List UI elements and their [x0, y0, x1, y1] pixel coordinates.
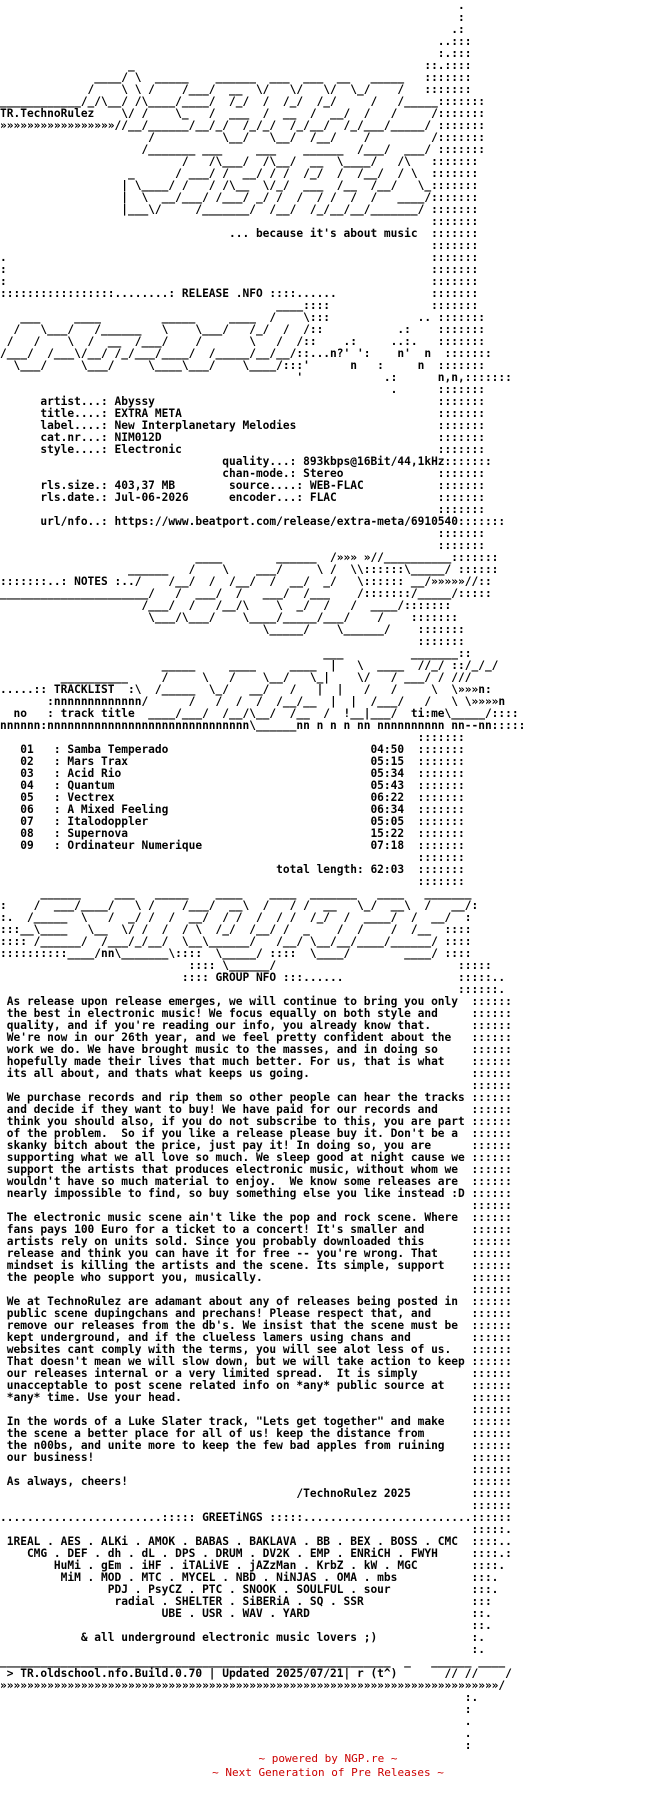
nfo-line: ::::::	[0, 1403, 512, 1416]
nfo-line: its all about, and thats what keeps us going. ::::::	[0, 1067, 512, 1080]
nfo-line: That doesn't mean we will slow down, but we will take action to keep ::::::	[0, 1355, 512, 1368]
nfo-line: style....: Electronic :::::::	[0, 443, 485, 456]
nfo-line: | \ __/___/ /___/ _/ / / / / / / ____/:::::::	[0, 191, 479, 204]
nfo-line: 03 : Acid Rio 05:34 :::::::	[0, 767, 465, 780]
nfo-line: :::::::	[0, 215, 479, 228]
nfo-line: /_______ ___ ___ ______ /___/ ___/ :::::::	[0, 143, 485, 156]
nfo-line: quality, and if you're reading our info, you already know that. ::::::	[0, 1019, 512, 1032]
nfo-line: : / ___/____/ \ / /___/ __\ / / / __ \_/ __\ / __/:	[0, 899, 479, 912]
nfo-line: ::::::	[0, 1283, 512, 1296]
nfo-line: \___/ \___/ \____\___/ \____/:::' n : n :::::::	[0, 359, 485, 372]
nfo-line: artist...: Abyssy :::::::	[0, 395, 485, 408]
nfo-line: | \____/ / / /\__ \/_/ ___ /__ /__/ \_:::::::	[0, 179, 479, 192]
nfo-line: & all underground electronic music lovers ;) :.	[0, 1631, 485, 1644]
nfo-line: The electronic music scene ain't like the pop and rock scene. Where ::::::	[0, 1211, 512, 1224]
nfo-line: ___ _______::	[0, 647, 472, 660]
nfo-line: ::::::	[0, 1499, 512, 1512]
nfo-line: fans pays 100 Euro for a ticket to a concert! It's smaller and ::::::	[0, 1223, 512, 1236]
nfo-line: PDJ . PsyCZ . PTC . SNOOK . SOULFUL . sour :::.	[0, 1583, 499, 1596]
nfo-line: As release upon release emerges, we will continue to bring you only ::::::	[0, 995, 512, 1008]
nfo-line: / /\___/ /\__/ __ \____/ /\ :::::::	[0, 155, 479, 168]
nfo-line: |___\/ /_______/ /__/ /_/__/__/_______/ :::::::	[0, 203, 479, 216]
nfo-line: As always, cheers! ::::::	[0, 1475, 512, 1488]
nfo-line: and decide if they want to buy! We have paid for our records and ::::::	[0, 1103, 512, 1116]
nfo-line: »»»»»»»»»»»»»»»»»»»»»»»»»»»»»»»»»»»»»»»»»»»»»»»»»»»»»»»»»»»»»»»»»»»»»»»»»»/	[0, 1679, 506, 1692]
nfo-line: *any* time. Use your head. ::::::	[0, 1391, 512, 1404]
nfo-line: :::::::	[0, 875, 465, 888]
footer-tagline: ~ Next Generation of Pre Releases ~	[212, 1766, 444, 1779]
nfo-line: / \___/ /______ \ \___/ /_/ / /:: .: :::::::	[0, 323, 485, 336]
nfo-line: .:	[0, 23, 465, 36]
nfo-line: > TR.oldschool.nfo.Build.0.70 | Updated 2025/07/21| r (t^) // // /	[0, 1667, 512, 1680]
nfo-line: ::::::::::____/nn\_______\:::: \_____/ :::: \____/ ____/ ::::	[0, 947, 472, 960]
nfo-line: :	[0, 11, 465, 24]
nfo-line: kept underground, and if the clueless lamers using chans and ::::::	[0, 1331, 512, 1344]
nfo-line: ::::::	[0, 1463, 512, 1476]
nfo-line: artists rely on units sold. Since you probably downloaded this ::::::	[0, 1235, 512, 1248]
nfo-line: __________ / \ / \__/ \_| \/ / ___/ / ///	[0, 671, 472, 684]
nfo-line: .	[0, 1715, 472, 1728]
nfo-line: :::::::	[0, 539, 485, 552]
nfo-line: 06 : A Mixed Feeling 06:34 :::::::	[0, 803, 465, 816]
nfo-line: ____/ \ _____ ______ ___ ___ __ _____ :::::::	[0, 71, 472, 84]
nfo-line: __________________________________________________________ _ ______ ____	[0, 1655, 506, 1668]
nfo-line: _____ ____ ____ | \ ____ //_/ ::/_/_/	[0, 659, 499, 672]
nfo-line: ........................::::: GREETiNGS :::::.........................::::::	[0, 1511, 512, 1524]
nfo-line: remove our releases from the db's. We insist that the scene must be ::::::	[0, 1319, 512, 1332]
nfo-line: chan-mode.: Stereo :::::::	[0, 467, 485, 480]
nfo-line: ______ ___ _____ ____ ____ _______ ____ _______	[0, 887, 472, 900]
nfo-line: :::: \______/ :::::	[0, 959, 492, 972]
nfo-line: ::.	[0, 1619, 492, 1632]
nfo-line: nnnnnn:nnnnnnnnnnnnnnnnnnnnnnnnnnnnnn\______nn n n n nn nnnnnnnnnn nn--nn:::::	[0, 719, 526, 732]
nfo-line: our releases internal or a very limited spread. It is simply ::::::	[0, 1367, 512, 1380]
nfo-line: We at TechnoRulez are adamant about any of releases being posted in ::::::	[0, 1295, 512, 1308]
nfo-line: HuMi . gEm . iHF . iTALiVE . jAZzMan . KrbZ . kW . MGC ::::.	[0, 1559, 506, 1572]
nfo-line: : :::::::	[0, 263, 479, 276]
nfo-line: UBE . USR . WAV . YARD ::.	[0, 1607, 492, 1620]
nfo-line: 01 : Samba Temperado 04:50 :::::::	[0, 743, 465, 756]
nfo-line: 04 : Quantum 05:43 :::::::	[0, 779, 465, 792]
nfo-line: ::::::	[0, 1199, 512, 1212]
nfo-line: :.:::	[0, 47, 472, 60]
nfo-line: :	[0, 1739, 472, 1752]
nfo-line: 02 : Mars Trax 05:15 :::::::	[0, 755, 465, 768]
nfo-line: _ ::.::::	[0, 59, 472, 72]
nfo-line: rls.size.: 403,37 MB source....: WEB-FLAC :::::::	[0, 479, 485, 492]
nfo-line: We purchase records and rip them so other people can hear the tracks ::::::	[0, 1091, 512, 1104]
nfo-line: .	[0, 1727, 472, 1740]
nfo-line: nearly impossible to find, so buy something else you like instead :D ::::::	[0, 1187, 512, 1200]
nfo-line: ____:::: :::::::	[0, 299, 479, 312]
nfo-line: title....: EXTRA META :::::::	[0, 407, 485, 420]
nfo-line: unacceptable to post scene related info on *any* public source at ::::::	[0, 1379, 512, 1392]
nfo-line: /TechnoRulez 2025 ::::::	[0, 1487, 512, 1500]
nfo-line: :.	[0, 1691, 479, 1704]
nfo-line: :::: /______/ /___/_/__/ \__\______/ /__/ \__/__/____/______/ ::::	[0, 935, 472, 948]
nfo-line: think you should also, if you do not subscribe to this, you are part ::::::	[0, 1115, 512, 1128]
nfo-line: hopefully made their lives that much better. For us, that is what ::::::	[0, 1055, 512, 1068]
nfo-line: :::::::	[0, 527, 485, 540]
nfo-line: We're now in our 26th year, and we feel pretty confident about the ::::::	[0, 1031, 512, 1044]
nfo-line: ' .: n,n,:::::::	[0, 371, 512, 384]
nfo-line: supporting what we all love so much. We sleep good at night cause we ::::::	[0, 1151, 512, 1164]
nfo-line: the scene a better place for all of us! keep the distance from ::::::	[0, 1427, 512, 1440]
nfo-line: ____________/_/\__/ /\____/____/ /_/ / /_/ /_/ / /_____:::::::	[0, 95, 485, 108]
nfo-line: :::::::..: NOTES :../ /__/ / /__/ / __/ _/ \:::::: __/»»»»»//::	[0, 575, 492, 588]
nfo-line: cat.nr...: NIM012D :::::::	[0, 431, 485, 444]
nfo-line: / \__/ \__/ /__/ / /:::::::	[0, 131, 485, 144]
nfo-line: / \ \ / /___/ __ \/ \/ \/ \_/ / :::::::	[0, 83, 472, 96]
nfo-line: skanky bitch about the price, just pay it! In doing so, you are ::::::	[0, 1139, 512, 1152]
nfo-line: mindset is killing the artists and the scene. Its simple, support ::::::	[0, 1259, 512, 1272]
nfo-line: . :::::::	[0, 251, 479, 264]
nfo-line: the people who support you, musically. ::::::	[0, 1271, 512, 1284]
nfo-line: :::::::::::::::::........: RELEASE .NFO ::::...... :::::::	[0, 287, 479, 300]
nfo-line: work we do. We have brought music to the masses, and in doing so ::::::	[0, 1043, 512, 1056]
nfo-line: radial . SHELTER . SiBERiA . SQ . SSR :::	[0, 1595, 492, 1608]
nfo-line: : :::::::	[0, 275, 479, 288]
nfo-line: wouldn't have so much material to enjoy. We know some releases are ::::::	[0, 1175, 512, 1188]
nfo-line: support the artists that produces electronic music, without whom we ::::::	[0, 1163, 512, 1176]
nfo-line: _ / ___/ / __/ / / /_/ / /__/ / \ :::::::	[0, 167, 479, 180]
nfo-line: 07 : Italodoppler 05:05 :::::::	[0, 815, 465, 828]
nfo-line: :::::.	[0, 1523, 512, 1536]
nfo-line: CMG . DEF . dh . dL . DPS . DRUM . DV2K . EMP . ENRiCH . FWYH ::::.:	[0, 1547, 512, 1560]
nfo-line: 1REAL . AES . ALKi . AMOK . BABAS . BAKLAVA . BB . BEX . BOSS . CMC ::::..	[0, 1535, 512, 1548]
nfo-line: :.	[0, 1643, 485, 1656]
nfo-line: \_____/ \______/ :::::::	[0, 623, 465, 636]
nfo-line: ::::::.	[0, 983, 506, 996]
nfo-line: In the words of a Luke Slater track, "Lets get together" and make ::::::	[0, 1415, 512, 1428]
powered-by-link[interactable]: ~ powered by NGP.re ~	[258, 1752, 398, 1765]
nfo-line: url/nfo..: https://www.beatport.com/release/extra-meta/6910540:::::::	[0, 515, 506, 528]
nfo-line: :::::::	[0, 851, 465, 864]
nfo-line: :. /_____ \ / _/ / / __/ / / / / / /_/ / ____/ / __/ :	[0, 911, 472, 924]
nfo-line: »»»»»»»»»»»»»»»»»//__/______/__/_/ /_/_/ /_/__/ /_/___/_____/ :::::::	[0, 119, 485, 132]
nfo-line: \___/\___/ \____/_____/___/ / :::::::	[0, 611, 459, 624]
nfo-line: ____ ______ /»»» »//__________:::::::	[0, 551, 499, 564]
nfo-line: :::::::	[0, 731, 465, 744]
nfo-line: .	[0, 0, 465, 12]
nfo-line: quality...: 893kbps@16Bit/44,1kHz:::::::	[0, 455, 492, 468]
nfo-line: ______ / \ ___/ \ / \\::::::\_____/ ::::::	[0, 563, 499, 576]
nfo-line: rls.date.: Jul-06-2026 encoder...: FLAC :::::::	[0, 491, 485, 504]
nfo-line: no : track title ____/___/ /__/\__/ /__ / !__|___/ ti:me\_____/::::	[0, 707, 519, 720]
nfo-line: public scene dupingchans and prechans! Please respect that, and ::::::	[0, 1307, 512, 1320]
nfo-line: /___/ /___\/__/ /_/___/____/ /_____/__/__/::...n?' ': n' n :::::::	[0, 347, 492, 360]
nfo-line: :	[0, 1703, 472, 1716]
footer	[0, 1752, 656, 1780]
nfo-line: :::: GROUP NFO :::...... :::::..	[0, 971, 506, 984]
nfo-line: ___ ____ _____ ____ / \::: .. :::::::	[0, 311, 485, 324]
nfo-line: / / \ / __ /___/ / \ / /:: .: ..:. :::::::	[0, 335, 485, 348]
nfo-line: :::__\____ \__ \/ / / / \ /_/ /__/ / _ / / / /__ ::::	[0, 923, 472, 936]
nfo-line: TR.TechnoRulez \/ / \_ / ___ / __ / __/ / / /:::::::	[0, 107, 485, 120]
nfo-line: .....:: TRACKLIST :\ /_____ \_/ __/ / | | / / \ \»»»n:	[0, 683, 492, 696]
nfo-line: the n00bs, and unite more to keep the few bad apples from ruining ::::::	[0, 1439, 512, 1452]
nfo-line: 05 : Vectrex 06:22 :::::::	[0, 791, 465, 804]
nfo-line: ..:::	[0, 35, 472, 48]
nfo-line: ______________________/ / ___/ / ___/ /___ /:::::::/_____/:::::	[0, 587, 492, 600]
nfo-line: of the problem. So if you like a release please buy it. Don't be a ::::::	[0, 1127, 512, 1140]
nfo-line: release and think you can have it for free -- you're wrong. That ::::::	[0, 1247, 512, 1260]
nfo-line: /___/ / /__/\ \ _/ / / ____/:::::::	[0, 599, 452, 612]
nfo-line: the best in electronic music! We focus equally on both style and ::::::	[0, 1007, 512, 1020]
nfo-line: ... because it's about music :::::::	[0, 227, 479, 240]
nfo-line: :::::::	[0, 239, 479, 252]
nfo-line: :nnnnnnnnnnnnn/ / / / / /__/__ | | /___/ / \ \»»»»n	[0, 695, 506, 708]
nfo-line: total length: 62:03 :::::::	[0, 863, 465, 876]
nfo-line: our business! ::::::	[0, 1451, 512, 1464]
nfo-line: ::::::	[0, 1079, 512, 1092]
nfo-line: label....: New Interplanetary Melodies :::::::	[0, 419, 485, 432]
nfo-line: 08 : Supernova 15:22 :::::::	[0, 827, 465, 840]
nfo-line: . :::::::	[0, 383, 485, 396]
nfo-line: :::::::	[0, 503, 485, 516]
nfo-line: 09 : Ordinateur Numerique 07:18 :::::::	[0, 839, 465, 852]
nfo-line: :::::::	[0, 635, 465, 648]
nfo-line: MiM . MOD . MTC . MYCEL . NBD . NiNJAS . OMA . mbs :::.	[0, 1571, 499, 1584]
nfo-line: websites cant comply with the terms, you will see alot less of us. ::::::	[0, 1343, 512, 1356]
